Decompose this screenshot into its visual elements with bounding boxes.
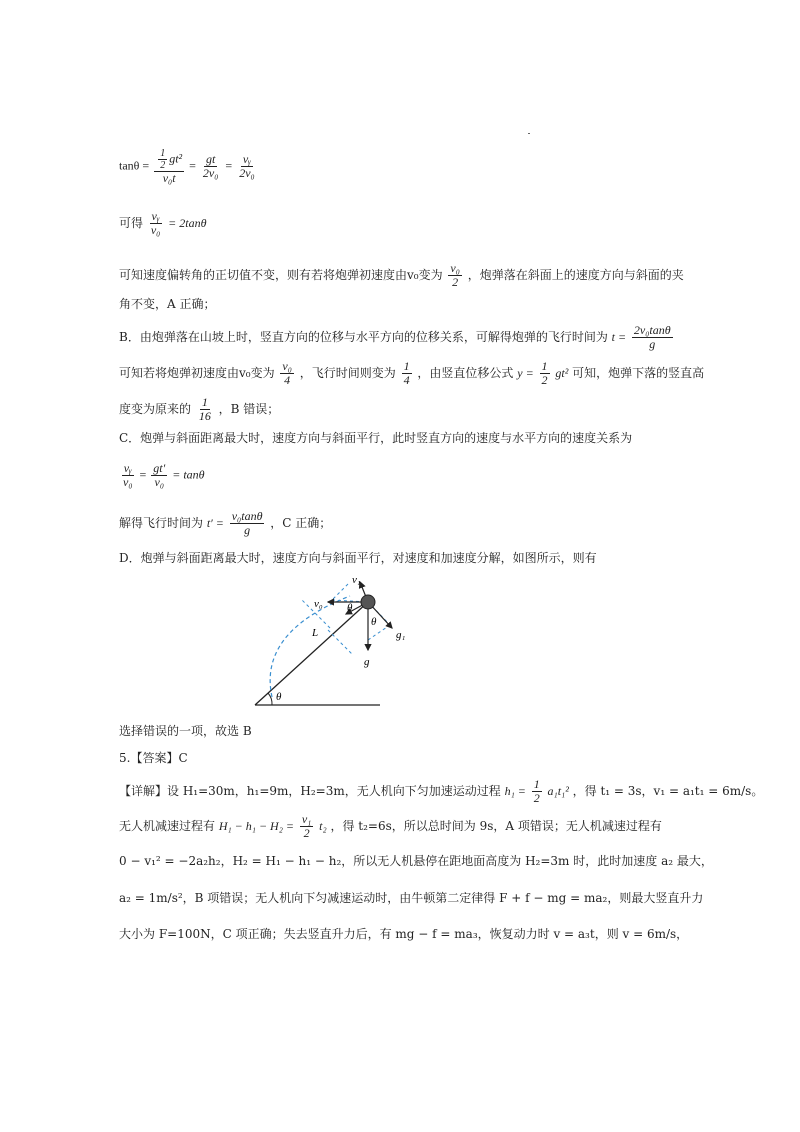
- dashed-helper-1: [328, 630, 352, 654]
- para-c-line1: C．炮弹与斜面距离最大时，速度方向与斜面平行，此时竖直方向的速度与水平方向的速度关系为: [119, 431, 633, 445]
- label-L: L: [312, 627, 319, 639]
- fraction-3: $\frac{\text{vᵧ}}{\text{2v₀}}$: [239, 152, 255, 180]
- label-g: g: [364, 656, 370, 668]
- para-b-line2: 可知若将炮弹初速度由v₀变为 $\frac{\text{v₀}}{4}$ ，飞行时间则变为 $\frac{1}{4}$ ，由竖直位移公式 y = $\frac{1}{2}$ gt² 可知，炮弹下落的竖直高: [119, 359, 705, 387]
- fraction-2: $\frac{gt}{\text{2v₀}}$: [202, 152, 219, 180]
- formula-tan-theta: tanθ = $\frac{1}{2}$ gt² v₀t = $\frac{gt}{\text{2v₀}}$ = $\frac{\text{vᵧ}}{\text{2v₀}}$: [119, 148, 255, 185]
- label-v1: v₁: [352, 574, 361, 586]
- para-c-line2: 解得飞行时间为 t′ = $\frac{\text{v₀tanθ}}{g}$ ，C 正确；: [119, 509, 332, 537]
- para-a-line2: 角不变，A 正确；: [119, 297, 216, 311]
- para-b-line1: B．由炮弹落在山坡上时，竖直方向的位移与水平方向的位移关系，可解得炮弹的飞行时间为 t = $\frac{\text{2v₀tanθ}}{g}$: [119, 323, 671, 351]
- projectile-ball: [361, 595, 375, 609]
- detail-line3: 0 − v₁² = −2a₂h₂，H₂ = H₁ − h₁ − h₂，所以无人机悬停在距地面高度为 H₂=3m 时，此时加速度 a₂ 最大，: [119, 854, 713, 868]
- formula-lhs: tanθ =: [119, 158, 150, 173]
- line-kede: 可得 $\frac{\text{vᵧ}}{\text{v₀}}$ = 2tanθ: [119, 209, 207, 237]
- label-theta-2: θ: [371, 616, 377, 628]
- label-theta-1: θ: [347, 602, 353, 614]
- label-v0: v₀: [314, 598, 323, 610]
- detail-line1: 【详解】设 H₁=30m，h₁=9m，H₂=3m，无人机向下匀加速运动过程 h₁ = $\frac{1}{2}$ a₁t₁² ，得 t₁ = 3s，v₁ = a₁t₁ = 6m/s。: [119, 777, 764, 805]
- para-b-line3: 度变为原来的 $\frac{1}{16}$ ，B 错误；: [119, 395, 280, 423]
- label-theta-3: θ: [276, 691, 282, 703]
- para-d-line1: D．炮弹与斜面距离最大时，速度方向与斜面平行，对速度和加速度分解，如图所示，则有: [119, 551, 597, 565]
- formula-c: $\frac{\text{vᵧ}}{\text{v₀}}$ = $\frac{gt'}{\text{v₀}}$ = tanθ: [123, 461, 205, 489]
- para-a-line1: 可知速度偏转角的正切值不变，则有若将炮弹初速度由v₀变为 $\frac{\text{v₀}}{2}$ ，炮弹落在斜面上的速度方向与斜面的夹: [119, 261, 684, 289]
- answer-5: 5.【答案】C: [119, 751, 188, 765]
- fraction-main: $\frac{1}{2}$ gt² v₀t: [154, 148, 184, 185]
- scan-speck: [528, 133, 530, 134]
- detail-line4: a₂ = 1m/s²，B 项错误；无人机向下匀减速运动时，由牛顿第二定律得 F + f − mg = ma₂，则最大竖直升力: [119, 891, 704, 905]
- detail-line5: 大小为 F=100N，C 项正确；失去竖直升力后，有 mg − f = ma₃，恢复动力时 v = a₃t，则 v = 6m/s，: [119, 927, 689, 941]
- projectile-diagram: [250, 570, 406, 715]
- para-choose: 选择错误的一项，故选 B: [119, 724, 252, 738]
- detail-line2: 无人机减速过程有 H₁ − h₁ − H₂ = $\frac{\text{v₁}}{2}$ t₂ ，得 t₂=6s，所以总时间为 9s，A 项错误；无人机减速过程有: [119, 812, 662, 840]
- trajectory-arc: [270, 596, 350, 697]
- label-g1: g₁: [396, 629, 406, 641]
